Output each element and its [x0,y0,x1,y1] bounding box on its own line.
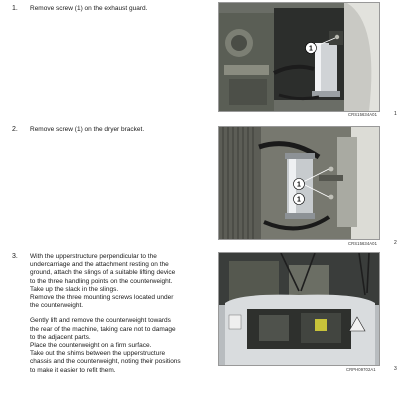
step-1-line: Remove screw (1) on the exhaust guard. [30,5,148,12]
step-3-number: 3. [12,253,18,260]
step-3-line: to make it easier to refit them. [30,366,116,374]
step-3-line: Take up the slack in the slings. [30,285,119,293]
step-1-text [30,5,216,13]
callout-label: 1 [309,45,313,53]
step-3-line: With the upperstructure perpendicular to the [30,253,157,260]
figure-1-caption: CRS15634A01 [348,112,378,117]
step-3-line: chassis and the counterweight, noting their positions [30,358,181,366]
figure-2-number: 2 [394,240,397,246]
figure-2-caption: CRS15634A01 [348,241,378,246]
callout-label: 1 [297,181,301,189]
figure-3-number: 3 [394,366,397,372]
step-3-line: to the three handling points on the counterweight. [30,277,173,285]
figure-2-dryer-bracket [218,126,380,240]
step-3-line: ground, attach the slings of a suitable lifting device [30,269,176,277]
step-3-line: Take out the shims between the upperstructure [30,350,166,358]
step-2-number: 2. [12,126,18,133]
step-3-line: the counterweight. [30,302,84,310]
step-3-line: undercarriage and the attachment resting on the [30,261,169,269]
step-3-line: Gently lift and remove the counterweight towards [30,317,171,325]
step-3-text [30,253,216,375]
figure-1-number: 1 [394,111,397,117]
step-3-line: to the adjacent parts. [30,333,91,341]
step-3-line: Remove the three mounting screws located under [30,294,174,302]
figure-1-exhaust-guard [218,2,380,112]
callout-label: 1 [297,196,301,204]
step-2-text [30,126,216,134]
step-3-line: Place the counterweight on a firm surface. [30,342,152,350]
figure-3-caption: CRPH09702A1 [346,367,376,372]
step-1-number: 1. [12,5,18,12]
figure-3-counterweight [218,252,380,366]
step-3-line: the rear of the machine, taking care not to damage [30,325,176,333]
step-2-line: Remove screw (1) on the dryer bracket. [30,126,145,133]
